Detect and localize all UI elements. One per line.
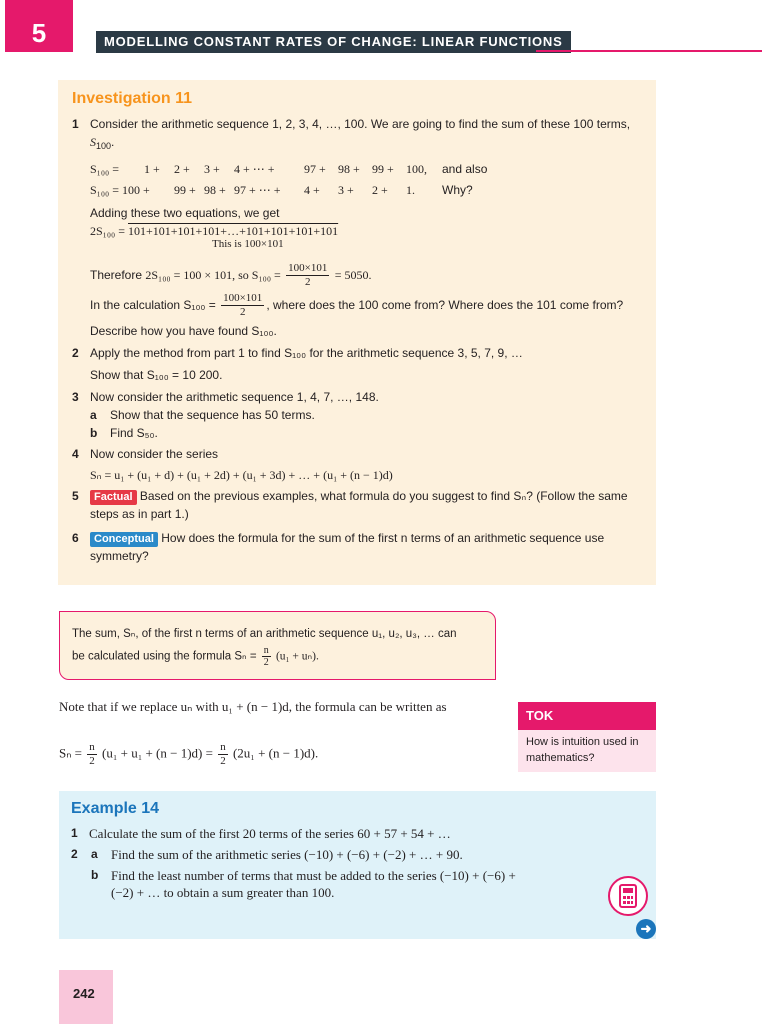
tok-box — [518, 702, 656, 772]
sequence-row-reverse: S₁₀₀ = 100 + 99 + 98 + 97 + ⋯ + 4 + 3 + 2 + 1. Why? — [90, 183, 473, 197]
calculator-icon[interactable] — [608, 876, 648, 916]
investigation-title: Investigation 11 — [72, 90, 193, 107]
therefore-line: Therefore 2S₁₀₀ = 100 × 101, so S₁₀₀ = $\frac{100\times 101}{2}$ = 5050. — [90, 262, 372, 289]
sum-box-line-1: The sum, Sₙ, of the first n terms of an arithmetic sequence u₁, u₂, u₃, … can — [72, 628, 457, 640]
sum-box-line-2: be calculated using the formula Sₙ = $\frac{n}{2}$ (u₁ + uₙ). — [72, 645, 319, 668]
example-title: Example 14 — [71, 800, 160, 817]
note-paragraph: Note that if we replace uₙ with u₁ + (n − 1)d, the formula can be written as — [59, 699, 447, 714]
question-2: 2 Apply the method from part 1 to find S₁₀₀ for the arithmetic sequence 3, 5, 7, 9, … — [72, 346, 523, 360]
factual-badge: Factual — [90, 490, 137, 505]
sum-formula-box — [59, 611, 496, 680]
page-number: 242 — [59, 970, 113, 1024]
question-6: 6 Conceptual How does the formula for the sum of the first n terms of an arithmetic sequence use symmetry? — [72, 531, 605, 563]
question-3b: b Find S₅₀. — [90, 426, 158, 440]
brace-label: This is 100×101 — [212, 238, 284, 250]
note-formula: Sₙ = $\frac{n}{2}$ (u₁ + u₁ + (n − 1)d) = $\frac{n}{2}$ (2u₁ + (n − 1)d). — [59, 741, 319, 767]
arrow-right-icon[interactable]: ➜ — [636, 919, 656, 939]
tok-question: How is intuition used in mathematics? — [526, 736, 639, 764]
adding-text: Adding these two equations, we get — [90, 206, 280, 220]
chapter-title: MODELLING CONSTANT RATES OF CHANGE: LINEAR FUNCTIONS — [96, 31, 571, 53]
describe-text: Describe how you have found S₁₀₀. — [90, 324, 277, 338]
sequence-row-forward: S₁₀₀ = 1 + 2 + 3 + 4 + ⋯ + 97 + 98 + 99 + 100, and also — [90, 162, 488, 176]
investigation-box — [58, 80, 656, 585]
example-question-2a: 2 a Find the sum of the arithmetic series (−10) + (−6) + (−2) + … + 90. — [71, 847, 463, 862]
example-question-2b: b Find the least number of terms that must be added to the series (−10) + (−6) + (−2) + … to obtain a sum greater than 100. — [91, 868, 516, 900]
series-formula: Sₙ = u₁ + (u₁ + d) + (u₁ + 2d) + (u₁ + 3d) + … + (u₁ + (n − 1)d) — [90, 468, 393, 482]
example-question-1: 1 Calculate the sum of the first 20 terms of the series 60 + 57 + 54 + … — [71, 826, 451, 841]
question-3a: a Show that the sequence has 50 terms. — [90, 408, 315, 422]
chapter-number: 5 — [5, 0, 73, 52]
tok-heading: TOK — [518, 702, 656, 730]
question-4: 4 Now consider the series — [72, 447, 219, 461]
conceptual-badge: Conceptual — [90, 532, 158, 547]
question-3: 3 Now consider the arithmetic sequence 1, 4, 7, …, 148. — [72, 390, 379, 404]
two-s100-equation: 2S₁₀₀ = 101+101+101+101+…+101+101+101+101 — [90, 224, 339, 238]
question-2-show: Show that S₁₀₀ = 10 200. — [90, 368, 223, 382]
calculation-question: In the calculation S₁₀₀ = $\frac{100\times 101}{2}$ , where does the 100 come from? Where does the 101 come from? — [90, 292, 624, 319]
question-5: 5 Factual Based on the previous examples, what formula do you suggest to find Sₙ? (Follow the same steps as in part 1.) — [72, 489, 628, 521]
example-box — [59, 791, 656, 939]
question-1: 1 Consider the arithmetic sequence 1, 2, 3, 4, …, 100. We are going to find the sum of these 100 terms, $S_{100}$. — [72, 117, 631, 151]
header-rule — [536, 50, 762, 52]
